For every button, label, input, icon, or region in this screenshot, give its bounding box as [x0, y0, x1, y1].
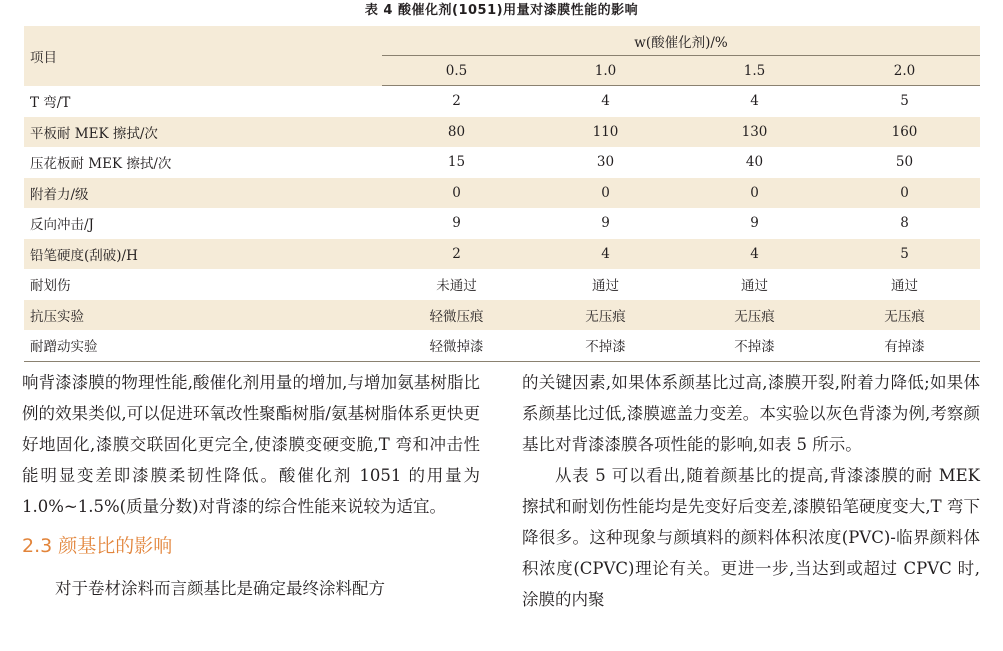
table-cell: 50: [895, 154, 914, 171]
table-cell: 4: [680, 239, 829, 270]
data-table: [24, 26, 980, 362]
table-cell: 160: [829, 117, 980, 148]
row-label: T 弯/T: [30, 95, 71, 111]
column-header: 1.0: [531, 56, 680, 86]
section-heading: 2.3 颜基比的影响: [22, 535, 173, 557]
table-cell: 通过: [741, 278, 768, 295]
table-row: [24, 330, 980, 361]
table-cell: 80: [382, 117, 531, 148]
table-cell: 0: [531, 178, 680, 209]
table-row: [24, 239, 980, 270]
table-cell: 无压痕: [829, 300, 980, 331]
table-caption: 表 4 酸催化剂(1051)用量对漆膜性能的影响: [364, 3, 639, 18]
body-paragraph: 从表 5 可以看出,随着颜基比的提高,背漆漆膜的耐 MEK 擦拭和耐划伤性能均是先变好后变差,漆膜铅笔硬度变大,T 弯下降很多。这种现象与颜填料的颜料体积浓度(PVC)-临界颜料体积浓度(CPVC)理论有关。更进一步,当达到或超过 CPVC 时,涂膜的内聚: [522, 466, 980, 609]
table-cell: 轻微压痕: [382, 300, 531, 331]
row-label: 反向冲击/J: [30, 217, 94, 234]
row-label: 耐划伤: [30, 278, 71, 295]
table-row: [24, 300, 980, 331]
table-cell: 4: [750, 93, 759, 110]
table-row: [24, 147, 980, 178]
row-label: 铅笔硬度(刮破)/H: [24, 239, 382, 270]
body-paragraph: 的关键因素,如果体系颜基比过高,漆膜开裂,附着力降低;如果体系颜基比过低,漆膜遮盖力变差。本实验以灰色背漆为例,考察颜基比对背漆漆膜各项性能的影响,如表 5 所示。: [522, 373, 980, 454]
body-paragraph: 响背漆漆膜的物理性能,酸催化剂用量的增加,与增加氨基树脂比例的效果类似,可以促进环氧改性聚酯树脂/氨基树脂体系更快更好地固化,漆膜交联固化更完全,使漆膜变硬变脆,T 弯和冲击性能明显变差即漆膜柔韧性降低。酸催化剂 1051 的用量为 1.0%~1.5%(质量分数)对背漆的综合性能来说较为适宜。: [22, 373, 480, 516]
table-cell: 不掉漆: [531, 330, 680, 361]
table-cell: 2: [452, 93, 461, 110]
table-cell: 通过: [891, 278, 919, 295]
table-cell: 9: [750, 215, 759, 232]
right-column: [522, 367, 980, 615]
table-row: [24, 269, 980, 300]
column-header: 0.5: [382, 56, 531, 86]
table-cell: 4: [601, 93, 610, 110]
body-paragraph: 对于卷材涂料而言颜基比是确定最终涂料配方: [55, 579, 385, 598]
table-cell: 0: [382, 178, 531, 209]
table-cell: 0: [829, 178, 980, 209]
table-row: [24, 178, 980, 209]
table-cell: 9: [601, 215, 610, 232]
table-row: [24, 208, 980, 239]
left-column: [22, 367, 480, 604]
table-cell: 通过: [592, 278, 619, 295]
table-cell: 无压痕: [680, 300, 829, 331]
group-header: w(酸催化剂)/%: [382, 26, 980, 56]
table-cell: 0: [680, 178, 829, 209]
table-cell: 5: [900, 93, 909, 110]
table-cell: 2: [382, 239, 531, 270]
table-cell: 轻微掉漆: [382, 330, 531, 361]
table-cell: 有掉漆: [829, 330, 980, 361]
row-label: 附着力/级: [24, 178, 382, 209]
table-cell: 40: [745, 154, 764, 171]
item-header: 项目: [24, 26, 382, 86]
row-label: 抗压实验: [24, 300, 382, 331]
table-row: [24, 86, 980, 117]
column-header: 2.0: [829, 56, 980, 86]
table-cell: 130: [680, 117, 829, 148]
table-cell: 5: [829, 239, 980, 270]
column-header: 1.5: [680, 56, 829, 86]
table-cell: 无压痕: [531, 300, 680, 331]
row-label: 平板耐 MEK 擦拭/次: [24, 117, 382, 148]
row-label: 耐蹭动实验: [24, 330, 382, 361]
table-cell: 30: [596, 154, 615, 171]
row-label: 压花板耐 MEK 擦拭/次: [30, 156, 172, 173]
table-cell: 4: [531, 239, 680, 270]
table-cell: 不掉漆: [680, 330, 829, 361]
table-cell: 9: [452, 215, 461, 232]
table-cell: 15: [447, 154, 466, 171]
table-cell: 未通过: [436, 278, 477, 295]
table-cell: 110: [531, 117, 680, 148]
table-cell: 8: [900, 215, 909, 232]
table-row: [24, 117, 980, 148]
